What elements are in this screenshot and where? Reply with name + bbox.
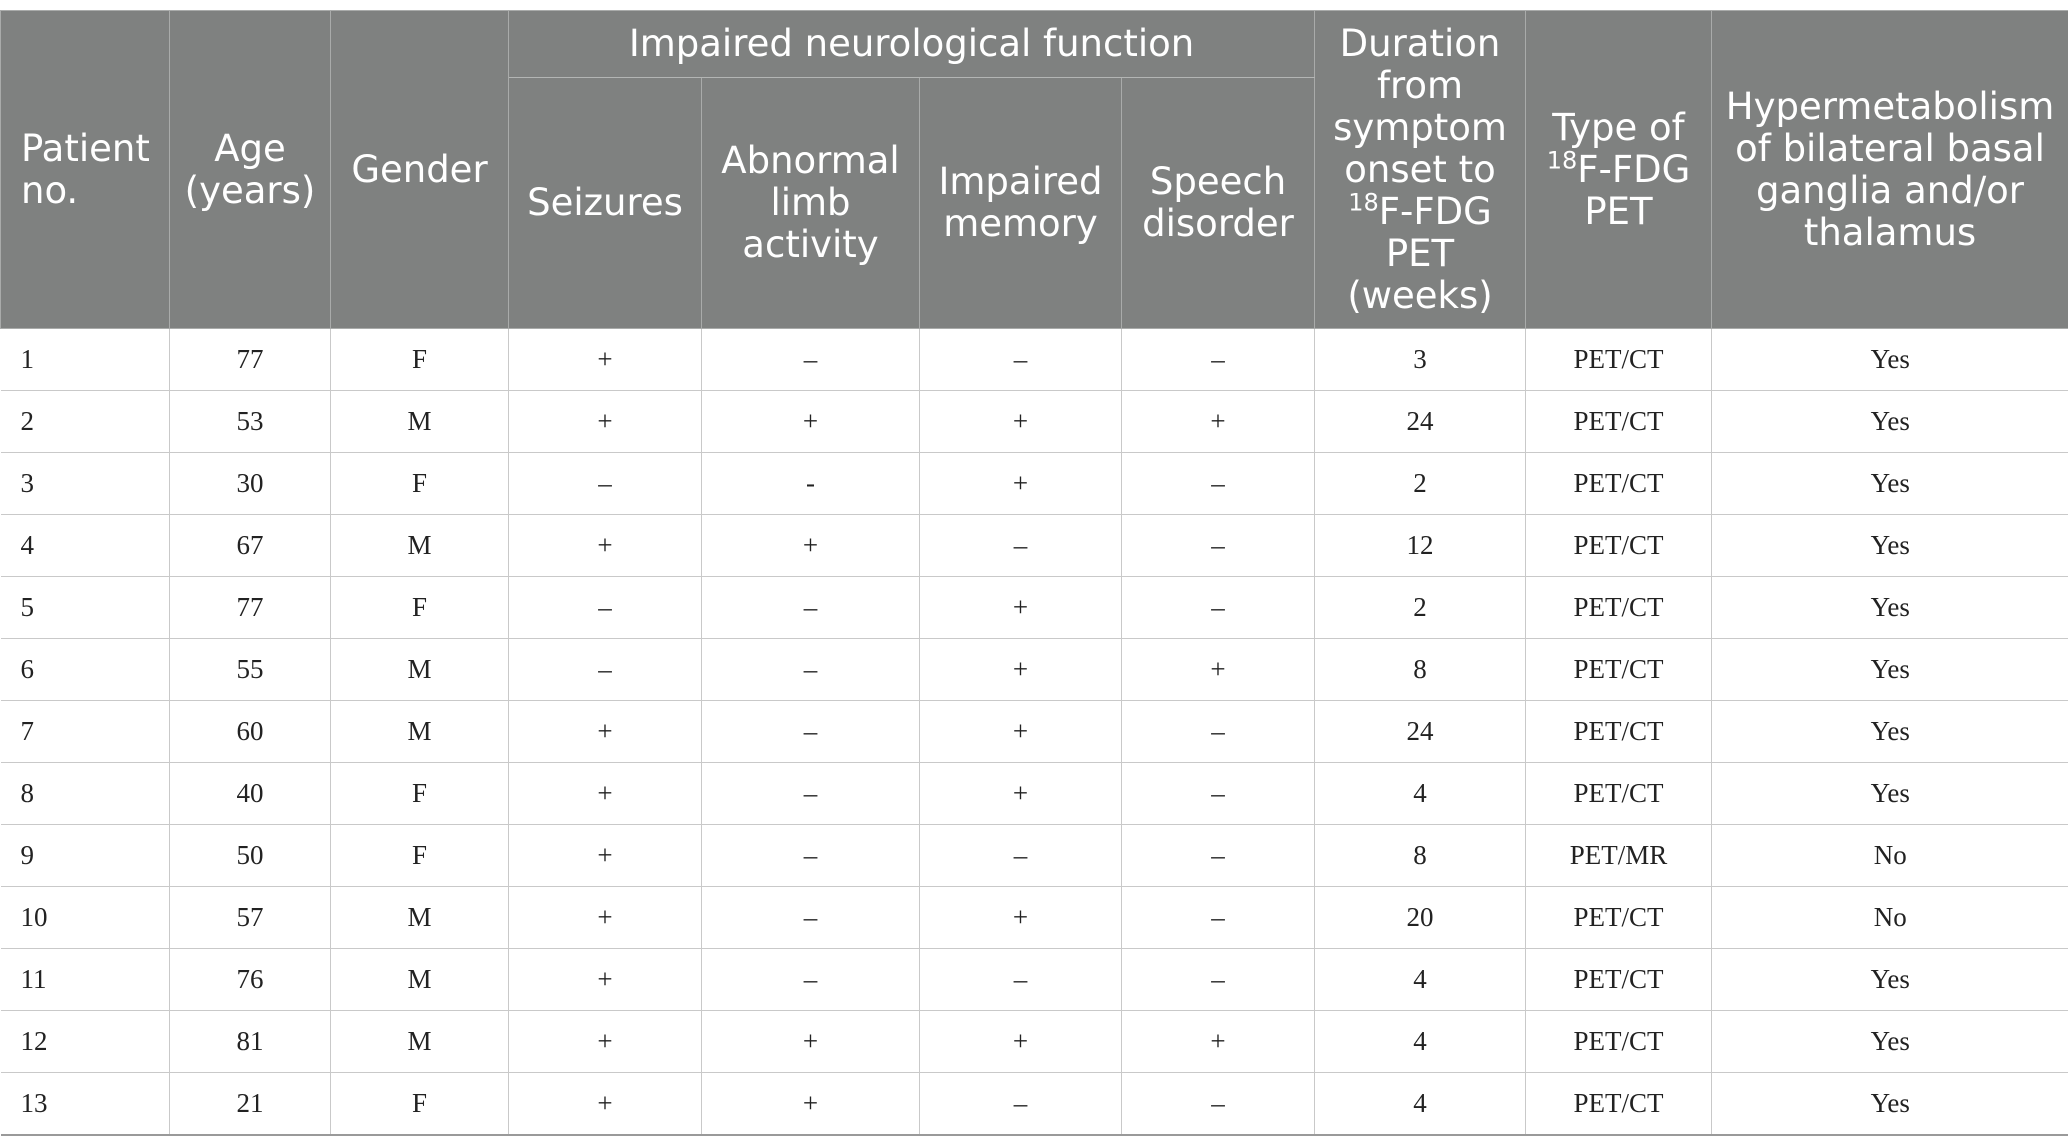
duration-cell: 4 bbox=[1315, 1073, 1526, 1136]
table-row bbox=[1, 949, 2068, 1011]
age-cell: 81 bbox=[170, 1011, 331, 1073]
abnormal-limb-cell: - bbox=[702, 453, 920, 515]
duration-cell: 4 bbox=[1315, 1011, 1526, 1073]
header-type bbox=[1526, 11, 1712, 329]
speech-disorder-cell: – bbox=[1122, 515, 1315, 577]
seizures-cell: + bbox=[509, 329, 702, 391]
seizures-cell: + bbox=[509, 949, 702, 1011]
table-row bbox=[1, 515, 2068, 577]
pet-type-cell: PET/MR bbox=[1526, 825, 1712, 887]
impaired-memory-cell: + bbox=[920, 391, 1122, 453]
speech-disorder-cell: – bbox=[1122, 453, 1315, 515]
header-type-sup: 18 bbox=[1546, 146, 1578, 175]
speech-disorder-cell: – bbox=[1122, 949, 1315, 1011]
header-duration-sup: 18 bbox=[1348, 188, 1379, 217]
speech-disorder-cell: – bbox=[1122, 887, 1315, 949]
impaired-memory-cell: + bbox=[920, 453, 1122, 515]
age-cell: 76 bbox=[170, 949, 331, 1011]
patient-no-cell: 2 bbox=[1, 391, 170, 453]
duration-cell: 2 bbox=[1315, 577, 1526, 639]
speech-disorder-cell: + bbox=[1122, 391, 1315, 453]
age-cell: 77 bbox=[170, 577, 331, 639]
hypermetabolism-cell: Yes bbox=[1712, 329, 2068, 391]
abnormal-limb-cell: + bbox=[702, 515, 920, 577]
table-row bbox=[1, 391, 2068, 453]
patient-no-cell: 11 bbox=[1, 949, 170, 1011]
age-cell: 53 bbox=[170, 391, 331, 453]
speech-disorder-cell: + bbox=[1122, 639, 1315, 701]
gender-cell: F bbox=[331, 763, 509, 825]
seizures-cell: + bbox=[509, 1073, 702, 1136]
seizures-cell: – bbox=[509, 577, 702, 639]
header-type-post: F-FDG PET bbox=[1577, 147, 1691, 233]
header-impaired-neurological-function: Impaired neurological function bbox=[509, 11, 1315, 78]
patient-no-cell: 10 bbox=[1, 887, 170, 949]
hypermetabolism-cell: Yes bbox=[1712, 1073, 2068, 1136]
impaired-memory-cell: + bbox=[920, 763, 1122, 825]
hypermetabolism-cell: No bbox=[1712, 825, 2068, 887]
header-type-pre: Type of bbox=[1552, 105, 1685, 149]
impaired-memory-cell: + bbox=[920, 887, 1122, 949]
impaired-memory-cell: – bbox=[920, 1073, 1122, 1136]
abnormal-limb-cell: – bbox=[702, 329, 920, 391]
duration-cell: 12 bbox=[1315, 515, 1526, 577]
pet-type-cell: PET/CT bbox=[1526, 949, 1712, 1011]
duration-cell: 4 bbox=[1315, 949, 1526, 1011]
hypermetabolism-cell: No bbox=[1712, 887, 2068, 949]
pet-type-cell: PET/CT bbox=[1526, 701, 1712, 763]
patient-no-cell: 6 bbox=[1, 639, 170, 701]
header-age: Age (years) bbox=[170, 11, 331, 329]
pet-type-cell: PET/CT bbox=[1526, 763, 1712, 825]
pet-type-cell: PET/CT bbox=[1526, 391, 1712, 453]
patient-no-cell: 13 bbox=[1, 1073, 170, 1136]
table-row bbox=[1, 639, 2068, 701]
impaired-memory-cell: + bbox=[920, 639, 1122, 701]
abnormal-limb-cell: – bbox=[702, 577, 920, 639]
age-cell: 50 bbox=[170, 825, 331, 887]
gender-cell: M bbox=[331, 887, 509, 949]
speech-disorder-cell: + bbox=[1122, 1011, 1315, 1073]
impaired-memory-cell: + bbox=[920, 701, 1122, 763]
hypermetabolism-cell: Yes bbox=[1712, 453, 2068, 515]
gender-cell: M bbox=[331, 949, 509, 1011]
table-row bbox=[1, 577, 2068, 639]
header-abnormal-limb-activity: Abnormal limb activity bbox=[702, 78, 920, 329]
impaired-memory-cell: + bbox=[920, 1011, 1122, 1073]
speech-disorder-cell: – bbox=[1122, 701, 1315, 763]
seizures-cell: + bbox=[509, 887, 702, 949]
seizures-cell: + bbox=[509, 391, 702, 453]
seizures-cell: + bbox=[509, 701, 702, 763]
abnormal-limb-cell: – bbox=[702, 701, 920, 763]
gender-cell: F bbox=[331, 1073, 509, 1136]
speech-disorder-cell: – bbox=[1122, 329, 1315, 391]
seizures-cell: + bbox=[509, 825, 702, 887]
patient-no-cell: 5 bbox=[1, 577, 170, 639]
table-row bbox=[1, 453, 2068, 515]
header-hypermetabolism: Hypermetabolism of bilateral basal ganglia and/or thalamus bbox=[1712, 11, 2068, 329]
seizures-cell: + bbox=[509, 763, 702, 825]
header-gender: Gender bbox=[331, 11, 509, 329]
table-row bbox=[1, 1073, 2068, 1136]
impaired-memory-cell: + bbox=[920, 577, 1122, 639]
seizures-cell: + bbox=[509, 515, 702, 577]
pet-type-cell: PET/CT bbox=[1526, 329, 1712, 391]
speech-disorder-cell: – bbox=[1122, 577, 1315, 639]
abnormal-limb-cell: – bbox=[702, 639, 920, 701]
abnormal-limb-cell: + bbox=[702, 1011, 920, 1073]
patient-no-cell: 3 bbox=[1, 453, 170, 515]
gender-cell: F bbox=[331, 329, 509, 391]
hypermetabolism-cell: Yes bbox=[1712, 639, 2068, 701]
impaired-memory-cell: – bbox=[920, 949, 1122, 1011]
seizures-cell: + bbox=[509, 1011, 702, 1073]
duration-cell: 4 bbox=[1315, 763, 1526, 825]
abnormal-limb-cell: + bbox=[702, 391, 920, 453]
duration-cell: 20 bbox=[1315, 887, 1526, 949]
age-cell: 67 bbox=[170, 515, 331, 577]
table-row bbox=[1, 763, 2068, 825]
impaired-memory-cell: – bbox=[920, 825, 1122, 887]
duration-cell: 8 bbox=[1315, 825, 1526, 887]
table-body bbox=[1, 329, 2068, 1136]
abnormal-limb-cell: – bbox=[702, 763, 920, 825]
abnormal-limb-cell: – bbox=[702, 949, 920, 1011]
hypermetabolism-cell: Yes bbox=[1712, 701, 2068, 763]
pet-type-cell: PET/CT bbox=[1526, 453, 1712, 515]
abnormal-limb-cell: – bbox=[702, 825, 920, 887]
hypermetabolism-cell: Yes bbox=[1712, 949, 2068, 1011]
abnormal-limb-cell: – bbox=[702, 887, 920, 949]
table-row bbox=[1, 1011, 2068, 1073]
header-duration-pre: Duration from symptom onset to bbox=[1333, 21, 1507, 191]
seizures-cell: – bbox=[509, 639, 702, 701]
pet-type-cell: PET/CT bbox=[1526, 887, 1712, 949]
pet-type-cell: PET/CT bbox=[1526, 1073, 1712, 1136]
table-header bbox=[1, 11, 2068, 329]
patient-table bbox=[0, 10, 2068, 1136]
patient-no-cell: 9 bbox=[1, 825, 170, 887]
duration-cell: 8 bbox=[1315, 639, 1526, 701]
age-cell: 30 bbox=[170, 453, 331, 515]
age-cell: 60 bbox=[170, 701, 331, 763]
table-row bbox=[1, 825, 2068, 887]
gender-cell: M bbox=[331, 639, 509, 701]
speech-disorder-cell: – bbox=[1122, 1073, 1315, 1136]
impaired-memory-cell: – bbox=[920, 515, 1122, 577]
pet-type-cell: PET/CT bbox=[1526, 577, 1712, 639]
gender-cell: F bbox=[331, 453, 509, 515]
impaired-memory-cell: – bbox=[920, 329, 1122, 391]
patient-no-cell: 8 bbox=[1, 763, 170, 825]
header-impaired-memory: Impaired memory bbox=[920, 78, 1122, 329]
duration-cell: 2 bbox=[1315, 453, 1526, 515]
header-duration bbox=[1315, 11, 1526, 329]
hypermetabolism-cell: Yes bbox=[1712, 391, 2068, 453]
age-cell: 77 bbox=[170, 329, 331, 391]
patient-no-cell: 12 bbox=[1, 1011, 170, 1073]
hypermetabolism-cell: Yes bbox=[1712, 1011, 2068, 1073]
patient-no-cell: 7 bbox=[1, 701, 170, 763]
hypermetabolism-cell: Yes bbox=[1712, 577, 2068, 639]
seizures-cell: – bbox=[509, 453, 702, 515]
patient-no-cell: 1 bbox=[1, 329, 170, 391]
header-speech-disorder: Speech disorder bbox=[1122, 78, 1315, 329]
age-cell: 40 bbox=[170, 763, 331, 825]
patient-no-cell: 4 bbox=[1, 515, 170, 577]
speech-disorder-cell: – bbox=[1122, 763, 1315, 825]
hypermetabolism-cell: Yes bbox=[1712, 763, 2068, 825]
gender-cell: M bbox=[331, 515, 509, 577]
table-row bbox=[1, 887, 2068, 949]
pet-type-cell: PET/CT bbox=[1526, 639, 1712, 701]
gender-cell: M bbox=[331, 701, 509, 763]
duration-cell: 24 bbox=[1315, 391, 1526, 453]
gender-cell: M bbox=[331, 1011, 509, 1073]
header-patient-no: Patient no. bbox=[1, 11, 170, 329]
age-cell: 57 bbox=[170, 887, 331, 949]
duration-cell: 24 bbox=[1315, 701, 1526, 763]
hypermetabolism-cell: Yes bbox=[1712, 515, 2068, 577]
pet-type-cell: PET/CT bbox=[1526, 515, 1712, 577]
duration-cell: 3 bbox=[1315, 329, 1526, 391]
header-seizures: Seizures bbox=[509, 78, 702, 329]
table-row bbox=[1, 329, 2068, 391]
speech-disorder-cell: – bbox=[1122, 825, 1315, 887]
gender-cell: F bbox=[331, 577, 509, 639]
abnormal-limb-cell: + bbox=[702, 1073, 920, 1136]
table-row bbox=[1, 701, 2068, 763]
gender-cell: F bbox=[331, 825, 509, 887]
pet-type-cell: PET/CT bbox=[1526, 1011, 1712, 1073]
age-cell: 55 bbox=[170, 639, 331, 701]
header-duration-post: F-FDG PET (weeks) bbox=[1347, 189, 1493, 317]
gender-cell: M bbox=[331, 391, 509, 453]
age-cell: 21 bbox=[170, 1073, 331, 1136]
